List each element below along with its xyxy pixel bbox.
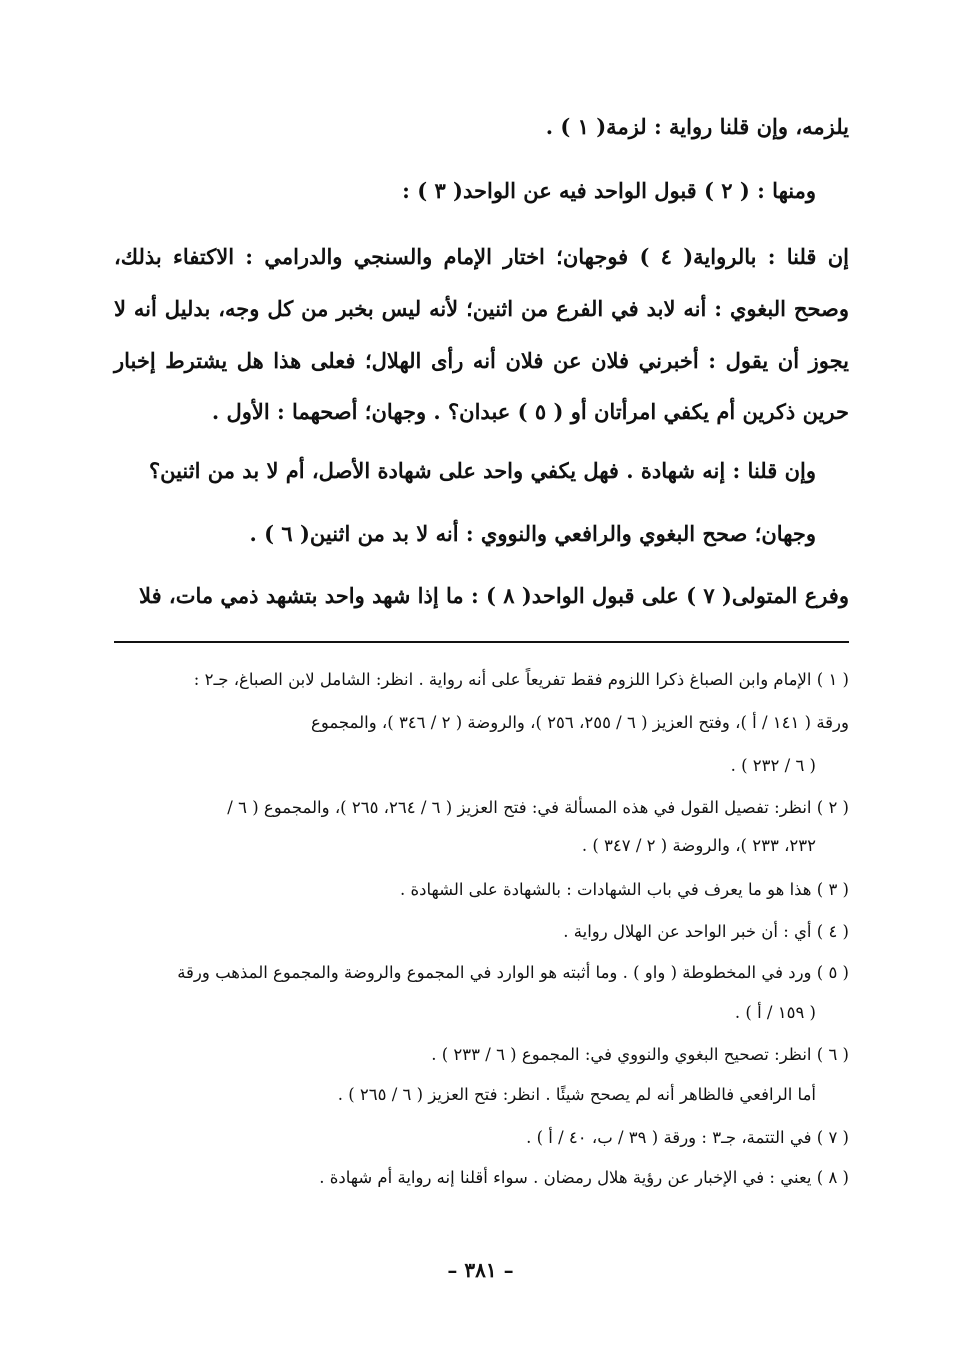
footnote-line-10: ( ٦ ) انظر: تصحيح البغوي والنووي في: المجموع ( ٦ / ٢٣٣ ) . (431, 1045, 849, 1064)
footnote-line-12: ( ٧ ) في التتمة، جـ٣ : ورقة ( ٣٩ / ب، ٤٠ / أ ) . (526, 1128, 849, 1147)
footnote-separator (114, 641, 849, 643)
footnote-line-4: ( ٢ ) انظر: تفصيل القول في هذه المسألة في: فتح العزيز ( ٦ / ٢٦٤، ٢٦٥ )، والمجموع ( ٦ / (227, 798, 849, 817)
body-line-1: يلزمه، وإن قلنا رواية : لزمة( ١ ) . (545, 114, 849, 139)
footnote-line-9: ( ١٥٩ / أ ) . (734, 1003, 816, 1022)
page-number: – ٣٨١ – (447, 1258, 514, 1282)
footnote-line-5: ٢٣٢، ٢٣٣ )، والروضة ( ٢ / ٣٤٧ ) . (581, 836, 816, 855)
body-line-7: وإن قلنا : إنه شهادة . فهل يكفي واحد على شهادة الأصل، أم لا بد من اثنين؟ (148, 458, 816, 483)
footnote-line-2: ورقة ( ١٤١ / أ )، وفتح العزيز ( ٦ / ٢٥٥، ٢٥٦ )، والروضة ( ٢ / ٣٤٦ )، والمجموع (311, 713, 849, 732)
body-line-3: إن قلنا : بالرواية( ٤ ) فوجهان؛ اختار الإمام والسنجي والدرامي : الاكتفاء بذلك، (114, 244, 849, 269)
footnote-line-13: ( ٨ ) يعني : في الإخبار عن رؤية هلال رمضان . سواء أقلنا إنه رواية أم شهادة . (319, 1168, 849, 1187)
footnote-line-8: ( ٥ ) ورد في المخطوطة ( واو ) . وما أثبته هو الوارد في المجموع والروضة والمجموع المذهب ورقة (177, 963, 849, 982)
footnote-line-6: ( ٣ ) هذا هو ما يعرف في باب الشهادات : بالشهادة على الشهادة . (399, 880, 849, 899)
body-line-9: وفرع المتولى( ٧ ) على قبول الواحد( ٨ ) : ما إذا شهد واحد بتشهد ذمي مات، فلا (139, 583, 849, 608)
footnote-line-7: ( ٤ ) أي : أن خبر الواحد عن الهلال رواية . (563, 922, 849, 941)
footnote-line-11: أما الرافعي فالظاهر أنه لم يصحح شيئًا . انظر: فتح العزيز ( ٦ / ٢٦٥ ) . (337, 1085, 816, 1104)
body-line-2: ومنها : ( ٢ ) قبول الواحد فيه عن الواحد( ٣ ) : (402, 178, 816, 203)
body-line-4: وصحح البغوي : أنه لابد في الفرع من اثنين؛ لأنه ليس بخبر من كل وجه، بدليل أنه لا (114, 296, 849, 321)
body-line-6: حرين ذكرين أم يكفي امرأتان أو ( ٥ ) عبدان؟ . وجهان؛ أصحهما : الأول . (211, 399, 849, 424)
body-line-8: وجهان؛ صحح البغوي والرافعي والنووي : أنه لا بد من اثنين( ٦ ) . (249, 521, 816, 546)
footnote-line-3: ( ٦ / ٢٣٢ ) . (730, 756, 816, 775)
body-line-5: يجوز أن يقول : أخبرني فلان عن فلان أنه رأى الهلال؛ فعلى هذا هل يشترط إخبار (114, 348, 849, 373)
footnote-line-1: ( ١ ) الإمام وابن الصباغ ذكرا اللزوم فقط تفريعاً على أنه رواية . انظر: الشامل لابن الصباغ، جـ٢ : (193, 670, 849, 689)
